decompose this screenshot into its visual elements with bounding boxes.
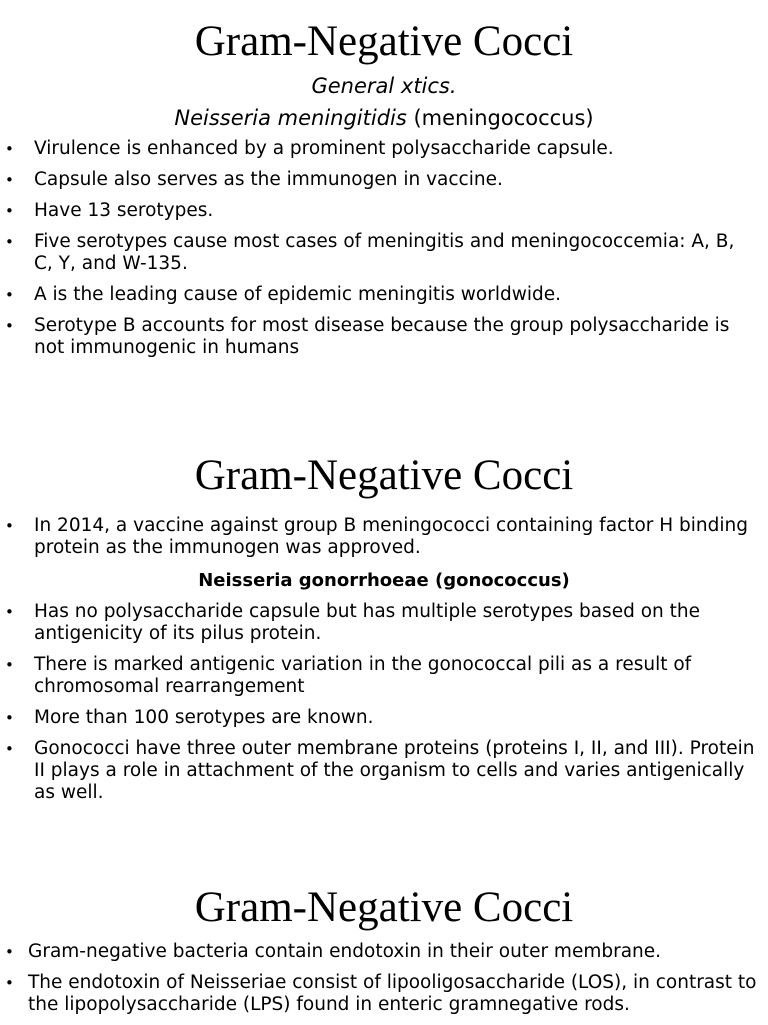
slide-3-title: Gram-Negative Cocci [194, 884, 574, 931]
list-item: • Five serotypes cause most cases of meningitis and meningococcemia: A, B, C, Y, and W-135. [0, 231, 768, 275]
list-item: • Has no polysaccharide capsule but has multiple serotypes based on the antigenicity of its pilus protein. [0, 601, 768, 645]
list-item: • Virulence is enhanced by a prominent polysaccharide capsule. [0, 138, 768, 160]
slide-1-subtitle-text: General xtics. [311, 74, 457, 99]
list-item: • There is marked antigenic variation in the gonococcal pili as a result of chromosomal rearrangement [0, 654, 768, 698]
slide-1-title: Gram-Negative Cocci [194, 18, 574, 65]
organism-name: Neisseria meningitidis [174, 105, 407, 130]
slide-1-bullet-list [0, 138, 768, 359]
list-item: • Capsule also serves as the immunogen in vaccine. [0, 169, 768, 191]
slide-3 [0, 884, 768, 1025]
slide-1-subtitle [0, 71, 768, 103]
slide-1 [0, 18, 768, 368]
list-item: • Have 13 serotypes. [0, 200, 768, 222]
list-item: • Serotype B accounts for most disease because the group polysaccharide is not immunogenic in humans [0, 315, 768, 359]
list-item: • More than 100 serotypes are known. [0, 707, 768, 729]
list-item: • Gram-negative bacteria contain endotoxin in their outer membrane. [0, 941, 768, 963]
slide-3-bullet-list [0, 941, 768, 1016]
slide-2 [0, 452, 768, 813]
list-item: • The endotoxin of Neisseriae consist of lipooligosaccharide (LOS), in contrast to the lipopolysaccharide (LPS) found in enteric gramnegative rods. [0, 972, 768, 1016]
list-item: • A is the leading cause of epidemic meningitis worldwide. [0, 284, 768, 306]
list-item: • In 2014, a vaccine against group B meningococci containing factor H binding protein as the immunogen was approved. [0, 515, 768, 559]
slide-2-intro-list [0, 515, 768, 559]
slide-2-title: Gram-Negative Cocci [194, 452, 574, 499]
slide-1-organism [0, 103, 768, 135]
slide-2-subheading: Neisseria gonorrhoeae (gonococcus) [198, 570, 570, 592]
list-item: • Gonococci have three outer membrane proteins (proteins I, II, and III). Protein II plays a role in attachment of the organism to cells and varies antigenically as well. [0, 738, 768, 804]
slide-2-bullet-list [0, 601, 768, 804]
organism-common-name: (meningococcus) [406, 105, 594, 130]
